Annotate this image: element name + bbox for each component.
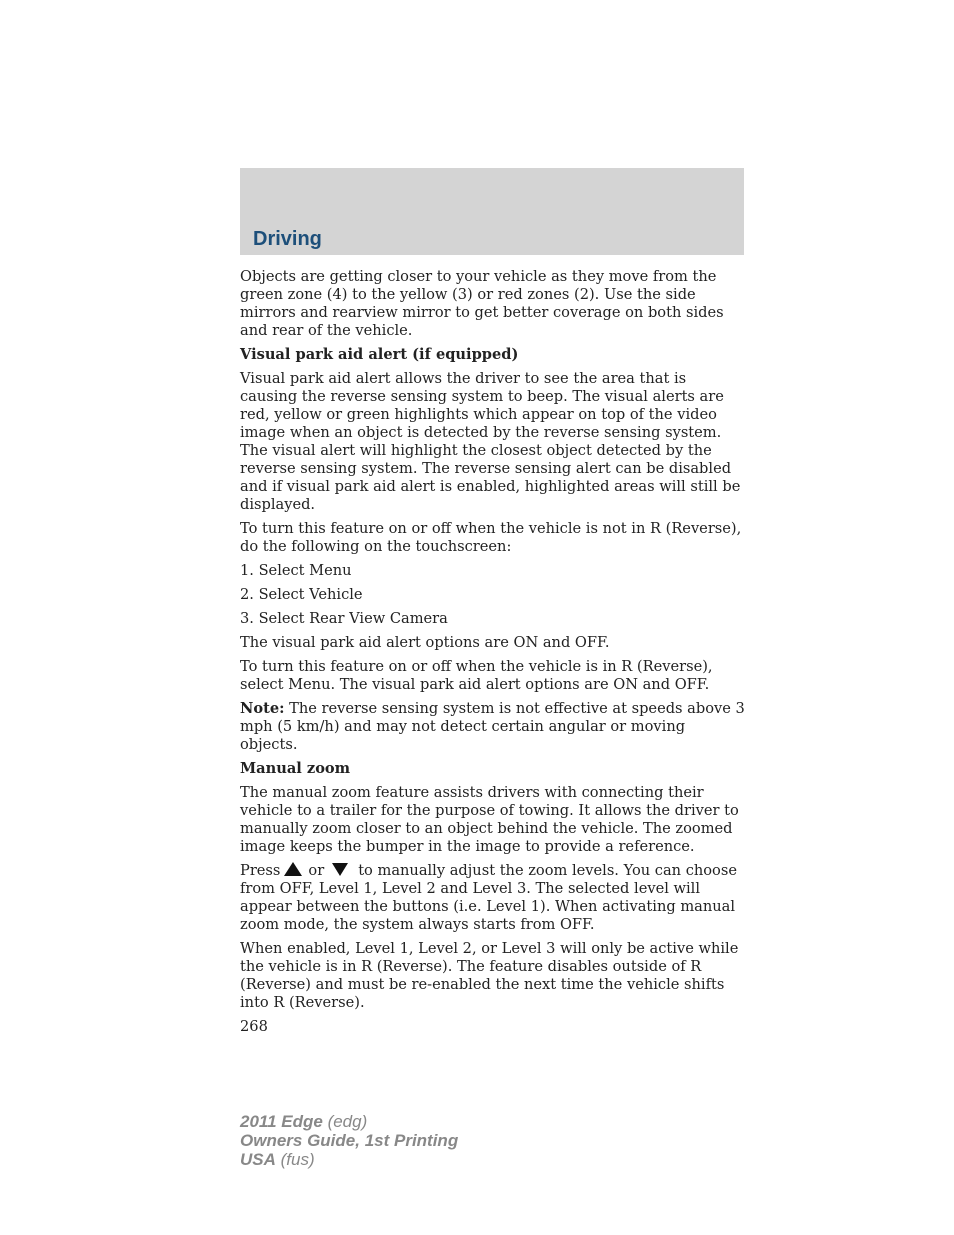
step-2: 2. Select Vehicle: [240, 586, 363, 603]
visual-park-aid-paragraph: Visual park aid alert allows the driver to see the area that is causing the reverse sensing system to beep. The visual alerts are red, yellow or green highlights which appear on top of the video image when an object is detected by the reverse sensing system. The visual alert will highlight the closest object detected by the reverse sensing system. The reverse sensing alert can be disabled and if visual park aid alert is enabled, highlighted areas will still be displayed.: [240, 370, 741, 513]
footer-model-code: (edg): [322, 1112, 368, 1131]
options-paragraph: The visual park aid alert options are ON and OFF.: [240, 634, 610, 651]
or-word: or: [308, 862, 325, 879]
step-3: 3. Select Rear View Camera: [240, 610, 448, 627]
footer-line-1: [240, 1112, 458, 1131]
zoom-enabled-paragraph: When enabled, Level 1, Level 2, or Level 3 will only be active while the vehicle is in R (Reverse). The feature disables outside of R (Reverse) and must be re-enabled the next time the vehicle shifts into R (Reverse).: [240, 940, 739, 1011]
footer-market: USA: [240, 1150, 276, 1169]
manual-zoom-paragraph: The manual zoom feature assists drivers with connecting their vehicle to a trailer for the purpose of towing. It allows the driver to manually zoom closer to an object behind the vehicle. The zoomed image keeps the bumper in the image to provide a reference.: [240, 784, 739, 855]
page-number: 268: [240, 1018, 268, 1035]
section-title: Driving: [253, 228, 322, 250]
footer-line-3: [240, 1150, 458, 1169]
note-text: The reverse sensing system is not effective at speeds above 3 mph (5 km/h) and may not detect certain angular or moving objects.: [240, 700, 745, 753]
section-header: [240, 168, 744, 255]
page-content: [240, 268, 746, 1042]
note-paragraph: [240, 700, 746, 754]
zoom-controls-text: to manually adjust the zoom levels. You can choose from OFF, Level 1, Level 2 and Level 3. The selected level will appear between the buttons (i.e. Level 1). When activating manual zoom mode, the system always starts from OFF.: [240, 862, 737, 933]
visual-park-aid-heading: Visual park aid alert (if equipped): [240, 346, 519, 363]
touchscreen-instructions: To turn this feature on or off when the vehicle is not in R (Reverse), do the following on the touchscreen:: [240, 520, 742, 555]
triangle-down-icon: [332, 863, 348, 876]
press-word: Press: [240, 862, 281, 879]
footer-line-2: Owners Guide, 1st Printing: [240, 1131, 459, 1150]
footer-model: 2011 Edge: [240, 1112, 323, 1131]
step-1: 1. Select Menu: [240, 562, 352, 579]
reverse-paragraph: To turn this feature on or off when the vehicle is in R (Reverse), select Menu. The visual park aid alert options are ON and OFF.: [240, 658, 713, 693]
zoom-controls-paragraph: [240, 862, 746, 934]
triangle-up-icon: [284, 862, 302, 876]
intro-paragraph: Objects are getting closer to your vehicle as they move from the green zone (4) to the yellow (3) or red zones (2). Use the side mirrors and rearview mirror to get better coverage on both sides and rear of the vehicle.: [240, 268, 724, 339]
footer-market-code: (fus): [275, 1150, 315, 1169]
footer: [240, 1112, 458, 1169]
manual-zoom-heading: Manual zoom: [240, 760, 351, 777]
note-label: Note:: [240, 700, 285, 717]
